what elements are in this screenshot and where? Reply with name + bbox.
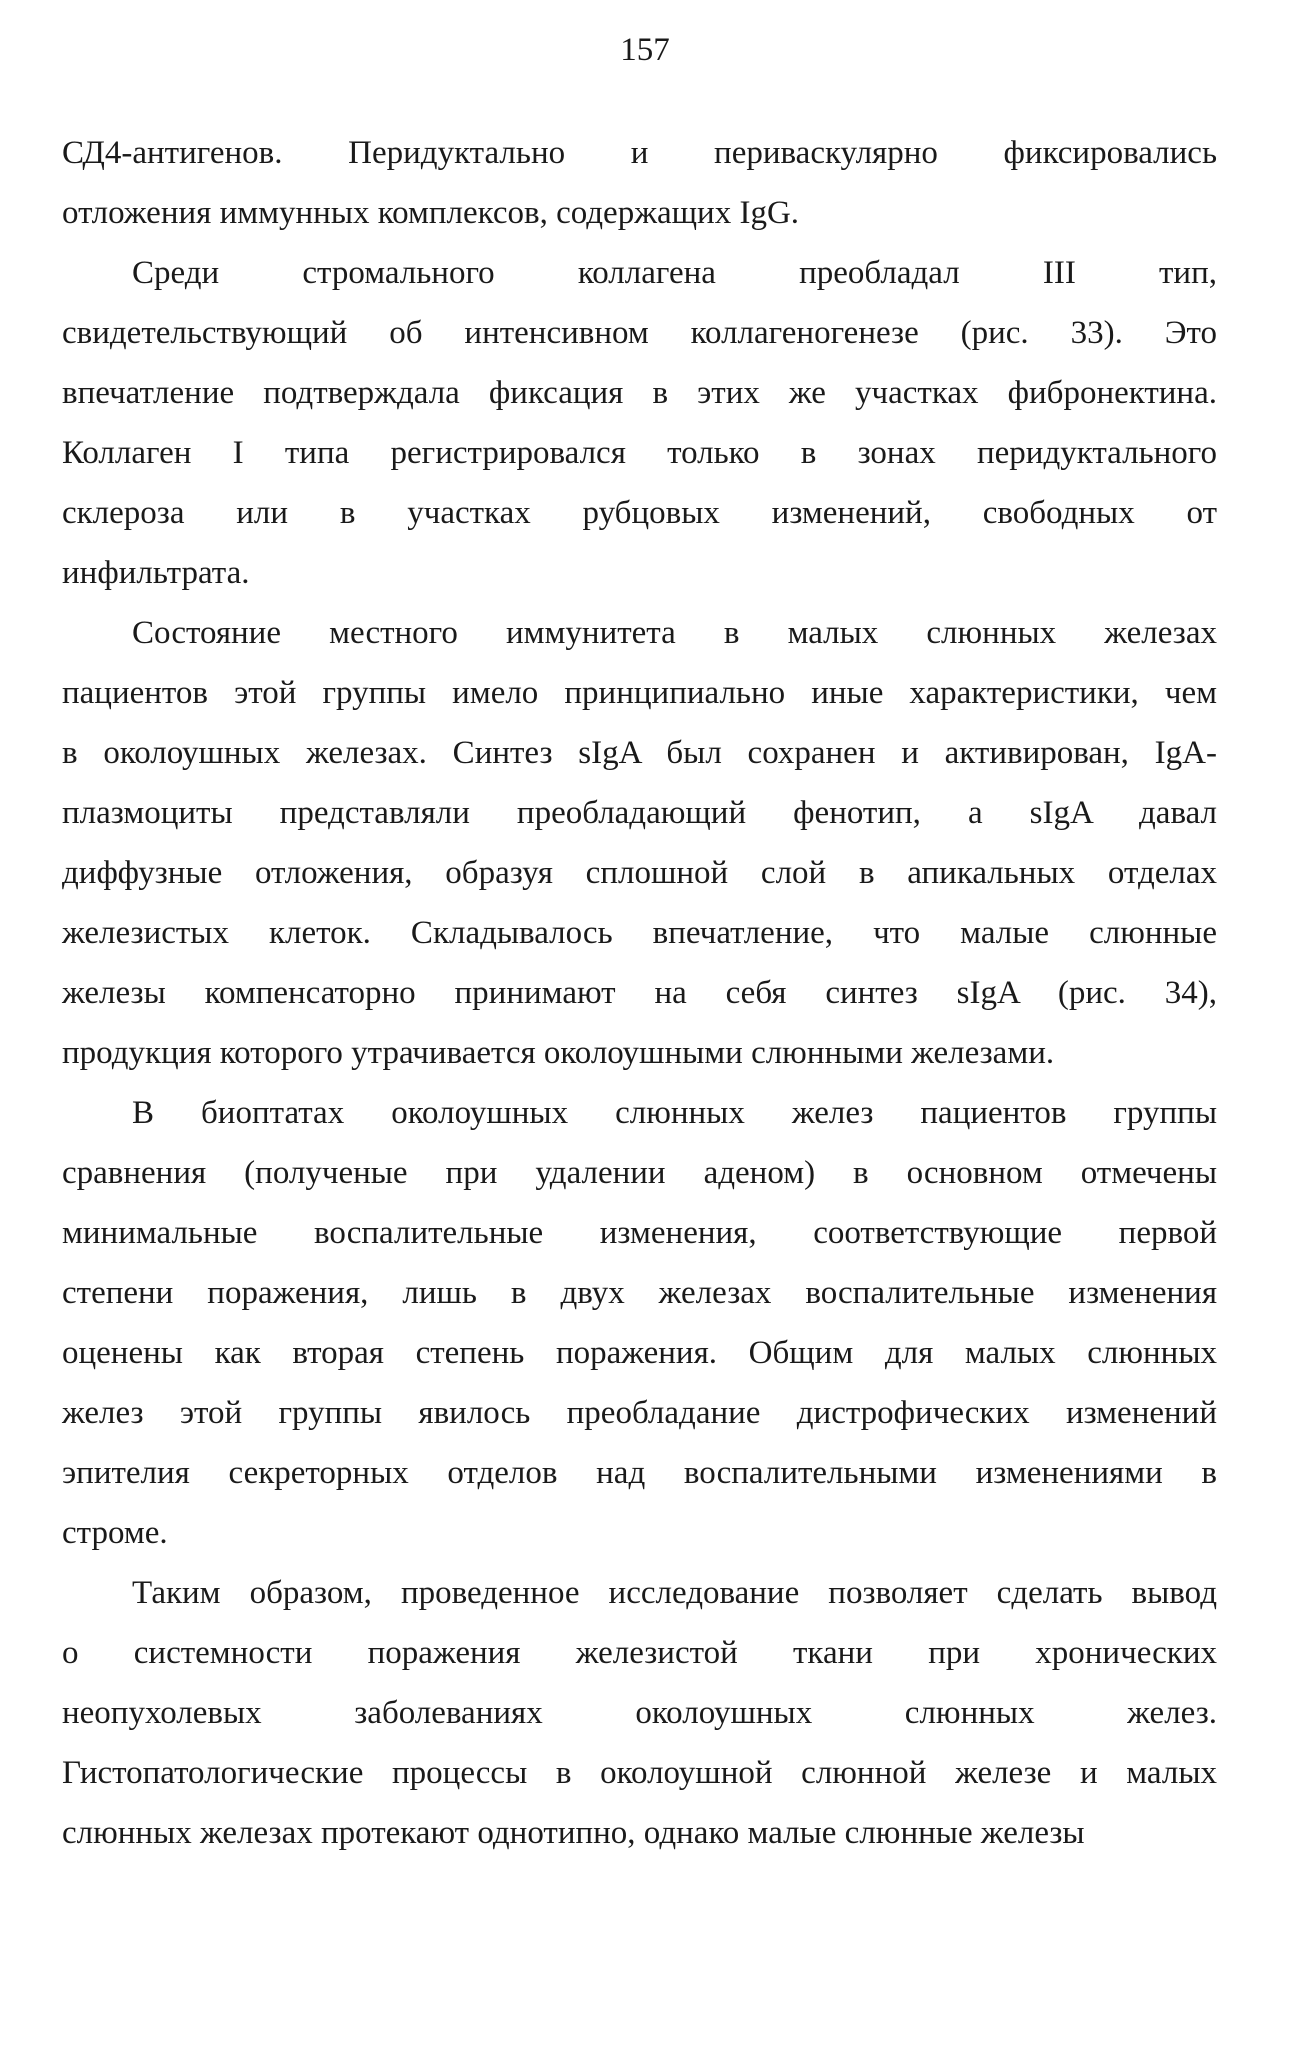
paragraph bbox=[62, 1083, 1217, 1563]
text-line: о системности поражения железистой ткани при хронических bbox=[62, 1635, 1217, 1671]
text-line: отложения иммунных комплексов, содержащих IgG. bbox=[62, 195, 800, 231]
text-line: инфильтрата. bbox=[62, 555, 250, 591]
text-line: Коллаген I типа регистрировался только в зонах перидуктального bbox=[62, 435, 1217, 471]
text-line: СД4-антигенов. Перидуктально и периваскулярно фиксировались bbox=[62, 135, 1217, 171]
text-line: Состояние местного иммунитета в малых слюнных железах bbox=[132, 615, 1217, 651]
text-line: диффузные отложения, образуя сплошной слой в апикальных отделах bbox=[62, 855, 1217, 891]
text-line: В биоптатах околоушных слюнных желез пациентов группы bbox=[132, 1095, 1217, 1131]
text-line: Среди стромального коллагена преобладал III тип, bbox=[132, 255, 1217, 291]
paragraph bbox=[62, 1563, 1217, 1863]
text-line: плазмоциты представляли преобладающий фенотип, а sIgA давал bbox=[62, 795, 1217, 831]
paragraph bbox=[62, 243, 1217, 603]
text-line: строме. bbox=[62, 1515, 168, 1551]
text-line: слюнных железах протекают однотипно, однако малые слюнные железы bbox=[62, 1815, 1085, 1851]
document-body bbox=[62, 123, 1217, 1863]
text-line: степени поражения, лишь в двух железах воспалительные изменения bbox=[62, 1275, 1217, 1311]
text-line: впечатление подтверждала фиксация в этих же участках фибронектина. bbox=[62, 375, 1217, 411]
text-line: склероза или в участках рубцовых изменений, свободных от bbox=[62, 495, 1217, 531]
text-line: желез этой группы явилось преобладание дистрофических изменений bbox=[62, 1395, 1217, 1431]
text-line: оценены как вторая степень поражения. Общим для малых слюнных bbox=[62, 1335, 1217, 1371]
text-line: продукция которого утрачивается околоушными слюнными железами. bbox=[62, 1035, 1055, 1071]
text-line: Таким образом, проведенное исследование позволяет сделать вывод bbox=[132, 1575, 1217, 1611]
text-line: неопухолевых заболеваниях околоушных слюнных желез. bbox=[62, 1695, 1217, 1731]
text-line: минимальные воспалительные изменения, соответствующие первой bbox=[62, 1215, 1217, 1251]
text-line: пациентов этой группы имело принципиально иные характеристики, чем bbox=[62, 675, 1217, 711]
text-line: Гистопатологические процессы в околоушной слюнной железе и малых bbox=[62, 1755, 1217, 1791]
paragraph bbox=[62, 123, 1217, 243]
text-line: железы компенсаторно принимают на себя синтез sIgA (рис. 34), bbox=[62, 975, 1217, 1011]
paragraph bbox=[62, 603, 1217, 1083]
text-line: эпителия секреторных отделов над воспалительными изменениями в bbox=[62, 1455, 1217, 1491]
page-number: 157 bbox=[620, 32, 670, 68]
text-line: сравнения (полученые при удалении аденом) в основном отмечены bbox=[62, 1155, 1217, 1191]
text-line: железистых клеток. Складывалось впечатление, что малые слюнные bbox=[62, 915, 1217, 951]
text-line: в околоушных железах. Синтез sIgA был сохранен и активирован, IgA- bbox=[62, 735, 1217, 771]
text-line: свидетельствующий об интенсивном коллагеногенезе (рис. 33). Это bbox=[62, 315, 1217, 351]
